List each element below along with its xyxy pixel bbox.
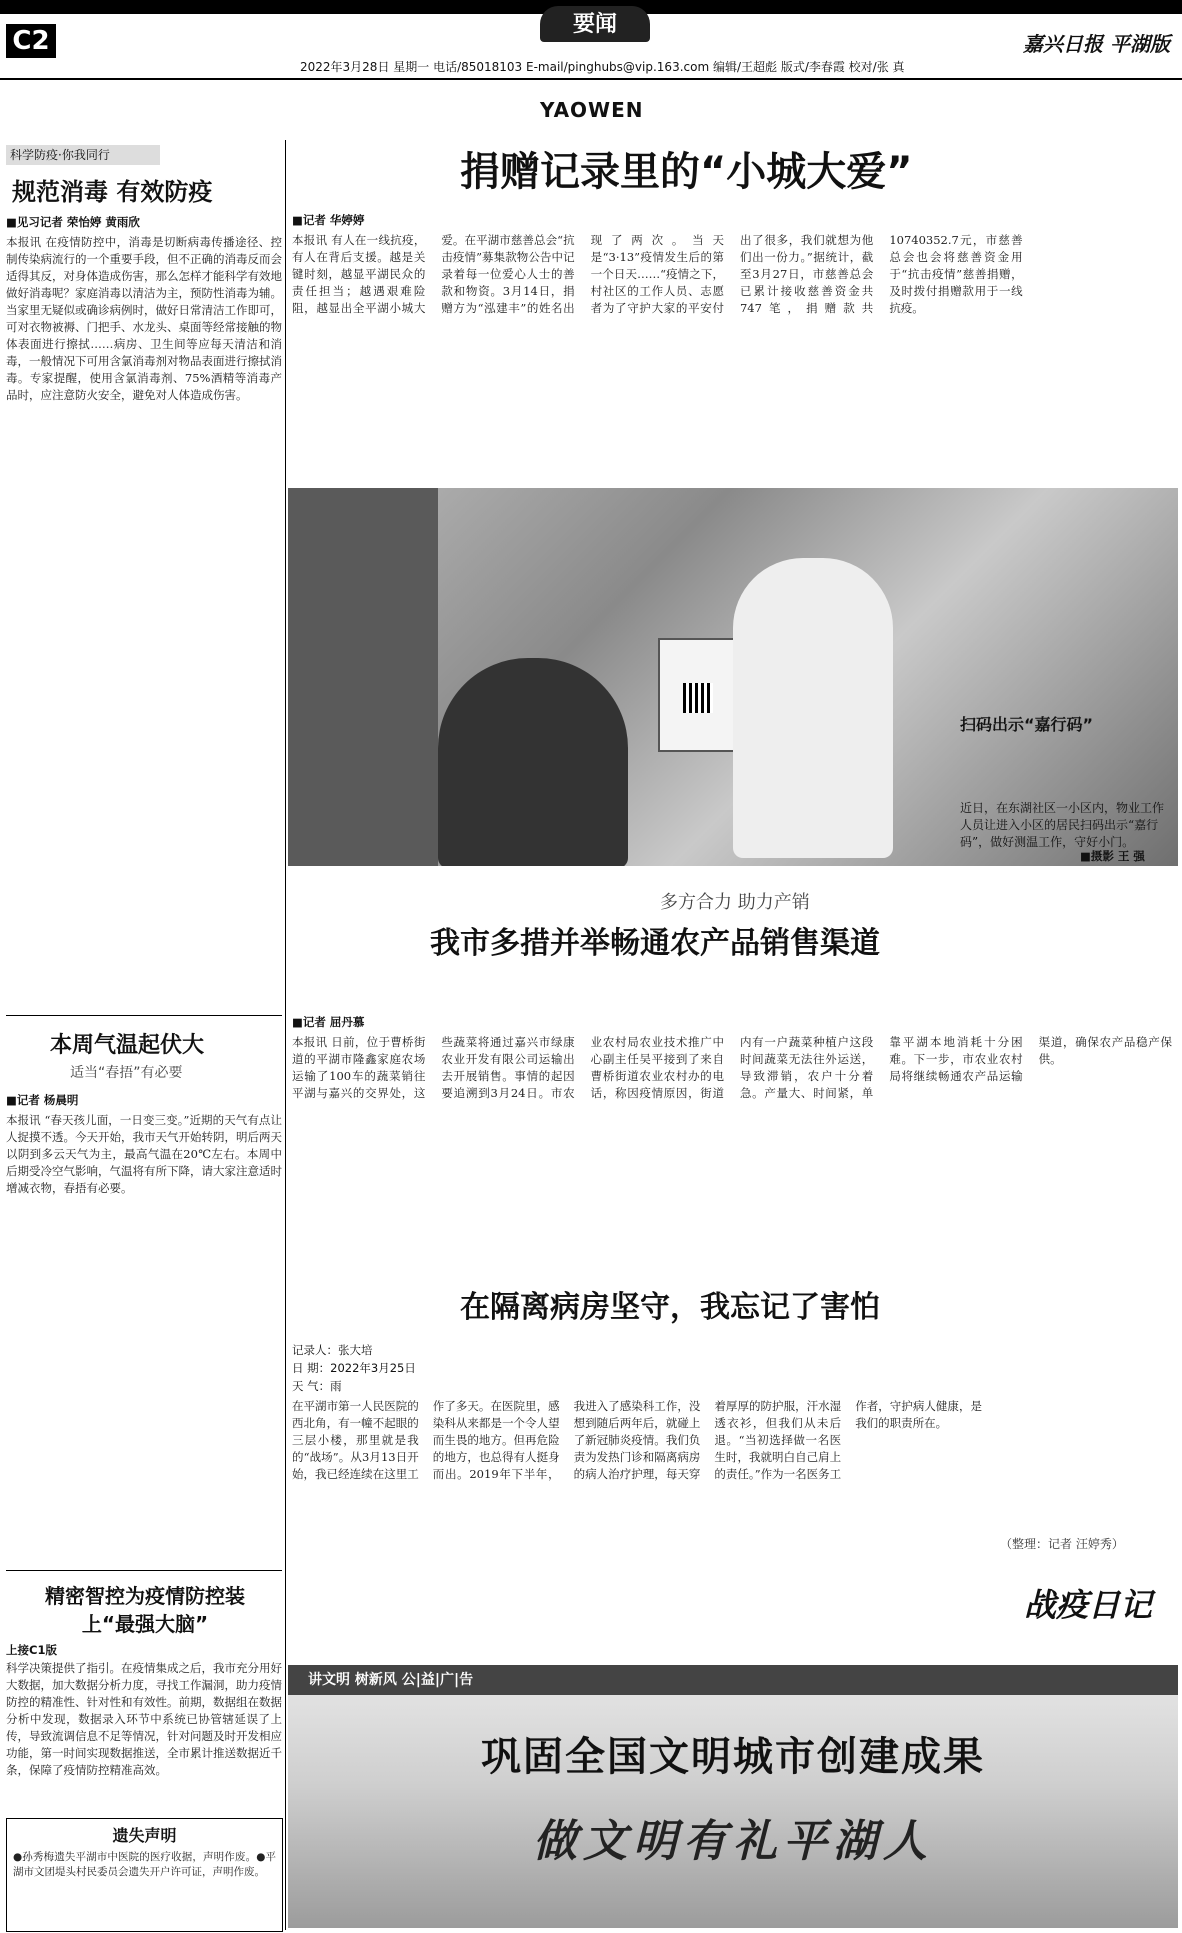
notice-body: ●孙秀梅遗失平湖市中医院的医疗收据，声明作废。●平湖市文团堤头村民委员会遗失开户许可证，声明作废。 — [13, 1851, 276, 1878]
story3-headline: 在隔离病房坚守，我忘记了害怕 — [460, 1290, 880, 1325]
story1-headline: 捐赠记录里的“小城大爱” — [460, 149, 913, 195]
story3-recorder: 记录人：张大培 — [292, 1343, 373, 1357]
page-number: C2 — [6, 24, 56, 58]
divider — [6, 1015, 282, 1016]
zhanyi-riji-logo — [1000, 1555, 1176, 1655]
ad-top-bar: 讲文明 树新风 公|益|广|告 — [288, 1665, 1178, 1695]
divider — [6, 1570, 282, 1571]
story2-headline: 我市多措并举畅通农产品销售渠道 — [430, 926, 880, 961]
zhanyi-riji-text: 战疫日记 — [1023, 1586, 1152, 1624]
article1-byline: ■见习记者 荣怡婷 黄雨欣 — [6, 215, 140, 229]
article2-body: 本报讯 “春天孩儿面，一日变三变。”近期的天气有点让人捉摸不透。今天开始，我市天气开始转阴，明后两天以阴到多云天气为主，最高气温在20℃左右。本周中后期受冷空气影响，气温将有所下降，请大家注意适时增减衣物，春捂有必要。 — [6, 1113, 282, 1195]
photo-resident — [438, 658, 628, 866]
article3-body: 科学决策提供了指引。在疫情集成之后，我市充分用好大数据，加大数据分析力度，寻找工作漏洞，助力疫情防控的精准性、针对性和有效性。前期，数据组在数据分析中发现，数据录入环节中系统已协管辖延误了上传，导致流调信息不足等情况，针对问题及时开发相应功能，第一时间实现数据推送，全市累计推送数据近千条，保障了疫情防控精准高效。 — [6, 1661, 282, 1777]
section-title: 要闻 — [540, 6, 650, 42]
ad-slogan: 做文明有礼平湖人 — [533, 1816, 933, 1867]
story3-weather: 天 气：雨 — [292, 1379, 342, 1393]
article1-title: 规范消毒 有效防疫 — [12, 178, 213, 206]
public-service-ad — [288, 1665, 1178, 1928]
story3-body: 在平湖市第一人民医院的西北角，有一幢不起眼的三层小楼，那里就是我的“战场”。从3月13日开始，我已经连续在这里工作了多天。在医院里，感染科从来都是一个令人望而生畏的地方。但再危险的地方，也总得有人挺身而出。2019年下半年，我进入了感染科工作，没想到随后两年后，就碰上了新冠肺炎疫情。我们负责为发热门诊和隔离病房的病人治疗护理，每天穿着厚厚的防护服，汗水湿透衣衫，但我们从未后退。“当初选择做一名医生时，我就明白自己肩上的责任。”作为一名医务工作者，守护病人健康，是我们的职责所在。 — [292, 1399, 982, 1481]
ad-headline: 巩固全国文明城市创建成果 — [481, 1733, 985, 1780]
article3-byline: 上接C1版 — [6, 1643, 57, 1657]
notice-title: 遗失声明 — [112, 1826, 177, 1845]
article2-title: 本周气温起伏大 — [50, 1033, 205, 1058]
story3-body-cont — [1000, 1342, 1172, 1532]
story3-signature: （整理：记者 汪婷秀） — [1000, 1537, 1124, 1551]
masthead-rule — [0, 78, 1182, 80]
newspaper-brand: 嘉兴日报 平湖版 — [1023, 32, 1170, 56]
story1-body: 本报讯 有人在一线抗疫，有人在背后支援。越是关键时刻，越显平湖民众的责任担当；越遇艰难险阻，越显出全平湖小城大爱。在平湖市慈善总会“抗击疫情”募集款物公告中记录着每一位爱心人士的善款和物资。3月14日，捐赠方为“泓建丰”的姓名出现了两次。当天是“3·13”疫情发生后的第一个日天……“疫情之下，村社区的工作人员、志愿者为了守护大家的平安付出了很多，我们就想为他们出一份力。”据统计，截至3月27日，市慈善总会已累计接收慈善资金共747笔，捐赠款共10740352.7元，市慈善总会也会将慈善资金用于“抗击疫情”慈善捐赠，及时拨付捐赠款用于一线抗疫。 — [292, 233, 1023, 315]
article2-byline: ■记者 杨晨明 — [6, 1093, 79, 1107]
photo-door — [288, 488, 438, 866]
photo-caption-title: 扫码出示“嘉行码” — [960, 715, 1094, 734]
masthead-meta: 2022年3月28日 星期一 电话/85018103 E-mail/pinghubs@vip.163.com 编辑/王超彪 版式/李春霞 校对/张 真 — [300, 60, 905, 74]
lost-notice-box — [6, 1818, 283, 1932]
story1-byline: ■记者 华婷婷 — [292, 213, 365, 227]
qr-code-icon — [683, 683, 713, 713]
article1-body: 本报讯 在疫情防控中，消毒是切断病毒传播途径、控制传染病流行的一个重要手段，但不正确的消毒反而会适得其反，对身体造成伤害，那么怎样才能科学有效地做好消毒呢？家庭消毒以清洁为主，预防性消毒为辅。当家里无疑似或确诊病例时，做好日常清洁工作即可，可对衣物被褥、门把手、水龙头、桌面等经常接触的物体表面进行擦拭……病房、卫生间等应每天清洁和消毒，一般情况下可用含氯消毒剂对物品表面进行擦拭消毒。专家提醒，使用含氯消毒剂、75%酒精等消毒产品时，应注意防火安全，避免对人体造成伤害。 — [6, 235, 282, 402]
photo-worker — [733, 558, 893, 858]
story2-kicker: 多方合力 助力产销 — [660, 892, 810, 913]
topic-tag: 科学防疫·你我同行 — [6, 145, 160, 165]
article2-subtitle: 适当“春捂”有必要 — [70, 1065, 183, 1081]
story3-date: 日 期：2022年3月25日 — [292, 1361, 416, 1375]
photo-credit: ■摄影 王 强 — [1080, 849, 1145, 863]
story2-body: 本报讯 日前，位于曹桥街道的平湖市隆鑫家庭农场运输了100车的蔬菜销往平湖与嘉兴的交界处，这些蔬菜将通过嘉兴市绿康农业开发有限公司运输出去开展销售。事情的起因要追溯到3月24日。市农业农村局农业技术推广中心副主任吴平接到了来自曹桥街道农业农村办的电话，称因疫情原因，街道内有一户蔬菜种植户这段时间蔬菜无法往外运送，导致滞销，农户十分着急。产量大、时间紧，单靠平湖本地消耗十分困难。下一步，市农业农村局将继续畅通农产品运输渠道，确保农产品稳产保供。 — [292, 1035, 1172, 1100]
article3-title: 精密智控为疫情防控装上“最强大脑” — [45, 1584, 245, 1636]
column-rule — [285, 140, 286, 1930]
story2-byline: ■记者 屈丹慕 — [292, 1015, 365, 1029]
photo-caption: 近日，在东湖社区一小区内，物业工作人员让进入小区的居民扫码出示“嘉行码”，做好测温工作，守好小门。 — [960, 801, 1165, 849]
section-latin: YAOWEN — [540, 98, 644, 122]
